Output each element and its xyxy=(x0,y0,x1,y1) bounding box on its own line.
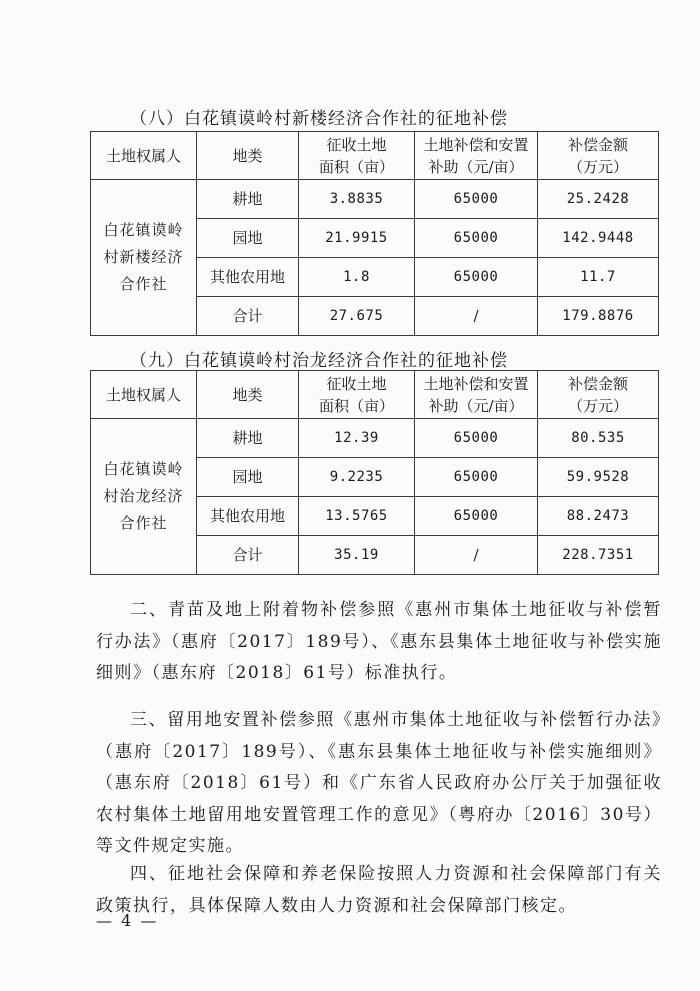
subsidy-cell: / xyxy=(415,536,538,575)
land-type-cell: 其他农用地 xyxy=(197,258,299,297)
subsidy-cell: 65000 xyxy=(415,219,538,258)
header-subsidy xyxy=(415,132,538,180)
owner-cell xyxy=(91,419,197,575)
header-amount xyxy=(538,371,659,419)
subsidy-cell: / xyxy=(415,297,538,336)
section-title: （九）白花镇谟岭村治龙经济合作社的征地补偿 xyxy=(130,351,508,371)
header-area-line2: 面积（亩） xyxy=(318,396,394,415)
header-area-line2: 面积（亩） xyxy=(318,157,394,176)
area-cell: 27.675 xyxy=(299,297,415,336)
header-land-type: 地类 xyxy=(197,371,299,419)
land-type-cell: 其他农用地 xyxy=(197,497,299,536)
header-subsidy-line1: 土地补偿和安置 xyxy=(423,374,529,393)
land-type-cell: 合计 xyxy=(197,297,299,336)
area-cell: 13.5765 xyxy=(299,497,415,536)
header-amount-line2: （万元） xyxy=(567,396,628,415)
land-type-cell: 园地 xyxy=(197,458,299,497)
area-cell: 35.19 xyxy=(299,536,415,575)
subsidy-cell: 65000 xyxy=(415,497,538,536)
section-title: （八）白花镇谟岭村新楼经济合作社的征地补偿 xyxy=(130,109,508,129)
land-type-cell: 耕地 xyxy=(197,180,299,219)
area-cell: 3.8835 xyxy=(299,180,415,219)
header-area-line1: 征收土地 xyxy=(326,135,387,154)
amount-cell: 25.2428 xyxy=(538,180,659,219)
paragraph-seedling-compensation: 二、青苗及地上附着物补偿参照《惠州市集体土地征收与补偿暂行办法》（惠府〔2017〕189号）、《惠东县集体土地征收与补偿实施细则》（惠东府〔2018〕61号）标准执行。 xyxy=(96,600,662,683)
owner-cell xyxy=(91,180,197,336)
area-cell: 21.9915 xyxy=(299,219,415,258)
amount-cell: 11.7 xyxy=(538,258,659,297)
table-row xyxy=(91,180,659,219)
header-land-type: 地类 xyxy=(197,132,299,180)
owner-line: 白花镇谟岭 xyxy=(103,460,184,478)
land-type-cell: 耕地 xyxy=(197,419,299,458)
area-cell: 12.39 xyxy=(299,419,415,458)
amount-cell: 179.8876 xyxy=(538,297,659,336)
area-cell: 1.8 xyxy=(299,258,415,297)
header-area-line1: 征收土地 xyxy=(326,374,387,393)
paragraph-social-security: 四、征地社会保障和养老保险按照人力资源和社会保障部门有关政策执行，具体保障人数由人力资源和社会保障部门核定。 xyxy=(96,864,662,916)
area-cell: 9.2235 xyxy=(299,458,415,497)
land-type-cell: 合计 xyxy=(197,536,299,575)
amount-cell: 80.535 xyxy=(538,419,659,458)
page-number: — 4 — xyxy=(96,911,159,930)
owner-line: 村治龙经济 xyxy=(103,487,184,505)
compensation-table xyxy=(90,370,659,575)
header-amount-line1: 补偿金额 xyxy=(567,135,628,154)
header-owner: 土地权属人 xyxy=(91,371,197,419)
amount-cell: 88.2473 xyxy=(538,497,659,536)
subsidy-cell: 65000 xyxy=(415,458,538,497)
header-owner: 土地权属人 xyxy=(91,132,197,180)
subsidy-cell: 65000 xyxy=(415,180,538,219)
land-type-cell: 园地 xyxy=(197,219,299,258)
owner-line: 白花镇谟岭 xyxy=(103,221,184,239)
owner-line: 合作社 xyxy=(119,275,168,293)
header-subsidy-line2: 补助（元/亩） xyxy=(428,157,524,176)
header-subsidy-line2: 补助（元/亩） xyxy=(428,396,524,415)
amount-cell: 142.9448 xyxy=(538,219,659,258)
header-amount xyxy=(538,132,659,180)
subsidy-cell: 65000 xyxy=(415,419,538,458)
owner-line: 合作社 xyxy=(119,514,168,532)
header-amount-line2: （万元） xyxy=(567,157,628,176)
subsidy-cell: 65000 xyxy=(415,258,538,297)
table-header-row xyxy=(91,371,659,419)
table-row xyxy=(91,419,659,458)
compensation-table xyxy=(90,131,659,336)
paragraph-reserved-land: 三、留用地安置补偿参照《惠州市集体土地征收与补偿暂行办法》（惠府〔2017〕189号）、《惠东县集体土地征收与补偿实施细则》（惠东府〔2018〕61号）和《广东省人民政府办公厅关于加强征收农村集体土地留用地安置管理工作的意见》（粤府办〔2016〕30号）等文件规定实施。 xyxy=(96,710,662,856)
header-amount-line1: 补偿金额 xyxy=(567,374,628,393)
header-area xyxy=(299,132,415,180)
header-subsidy xyxy=(415,371,538,419)
amount-cell: 59.9528 xyxy=(538,458,659,497)
table-header-row xyxy=(91,132,659,180)
amount-cell: 228.7351 xyxy=(538,536,659,575)
header-area xyxy=(299,371,415,419)
header-subsidy-line1: 土地补偿和安置 xyxy=(423,135,529,154)
owner-line: 村新楼经济 xyxy=(103,248,184,266)
